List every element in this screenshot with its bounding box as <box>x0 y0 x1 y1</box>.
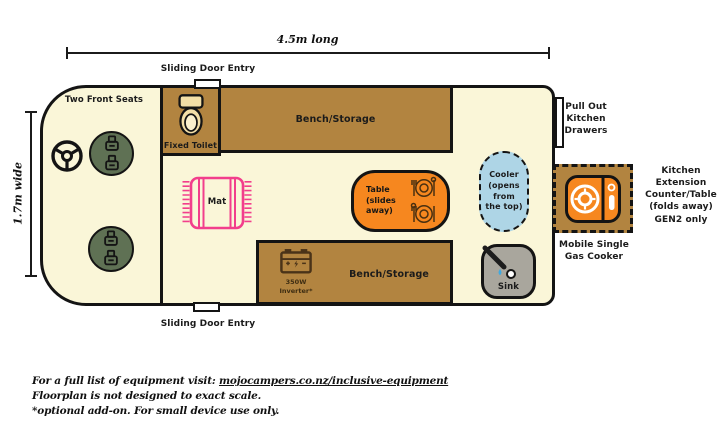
inverter <box>267 248 325 296</box>
drain-icon <box>506 269 516 279</box>
battery-icon <box>280 248 312 274</box>
length-dimension-tick-left <box>66 47 68 59</box>
table-slides-away <box>351 170 450 232</box>
equipment-link[interactable]: mojocampers.co.nz/inclusive-equipment <box>218 375 449 387</box>
fixed-toilet-label: Fixed Toilet <box>163 141 218 150</box>
gas-burner-icon <box>565 175 621 223</box>
water-drop-icon <box>499 269 502 275</box>
footer-scale-note: Floorplan is not designed to exact scale. <box>32 390 262 402</box>
sink-label: Sink <box>497 282 520 292</box>
kitchen-extension-label: Kitchen Extension Counter/Table (folds away) GEN2 only <box>645 166 717 225</box>
bench-storage-bottom-label: Bench/Storage <box>349 269 429 280</box>
bench-storage-top <box>218 85 453 153</box>
place-setting-icon <box>409 176 439 200</box>
cooler <box>479 151 529 232</box>
bench-storage-top-label: Bench/Storage <box>295 113 376 125</box>
length-dimension-label: 4.5m long <box>276 33 339 46</box>
seat-belt-icon <box>101 230 121 268</box>
front-seat-driver <box>89 131 134 176</box>
sliding-door-notch-top <box>194 79 221 89</box>
width-dimension-tick-top <box>25 111 37 113</box>
sliding-door-notch-bottom <box>193 302 220 312</box>
pull-out-drawers-label: Pull Out Kitchen Drawers <box>564 102 608 137</box>
seat-belt-icon <box>102 135 122 173</box>
sliding-door-label-bottom: Sliding Door Entry <box>160 319 256 329</box>
width-dimension-line <box>30 112 32 277</box>
front-seat-passenger <box>88 226 134 272</box>
two-front-seats-label: Two Front Seats <box>64 95 144 105</box>
steering-wheel-icon <box>50 139 84 173</box>
cooler-label: Cooler (opens from the top) <box>485 169 523 212</box>
sink <box>481 244 536 299</box>
mobile-gas-cooker-label: Mobile Single Gas Cooker <box>559 240 629 263</box>
footer-equipment-line <box>32 374 448 390</box>
inverter-label: 350W Inverter* <box>279 278 313 295</box>
width-dimension-label: 1.7m wide <box>11 162 25 225</box>
place-setting-icon <box>409 202 439 226</box>
sliding-door-label-top: Sliding Door Entry <box>160 64 256 74</box>
mat-label: Mat <box>207 197 227 207</box>
width-dimension-tick-bottom <box>25 275 37 277</box>
kitchen-extension-counter <box>553 164 633 233</box>
toilet-room <box>160 85 221 156</box>
mat <box>181 173 253 233</box>
table-label: Table (slides away) <box>366 184 396 216</box>
length-dimension-line <box>67 52 549 54</box>
toilet-icon <box>175 94 207 138</box>
length-dimension-tick-right <box>548 47 550 59</box>
footer-equipment-prefix: For a full list of equipment visit: <box>32 375 219 387</box>
bench-storage-bottom <box>256 240 453 305</box>
footer-addon-note: *optional add-on. For small device use only. <box>32 405 280 417</box>
